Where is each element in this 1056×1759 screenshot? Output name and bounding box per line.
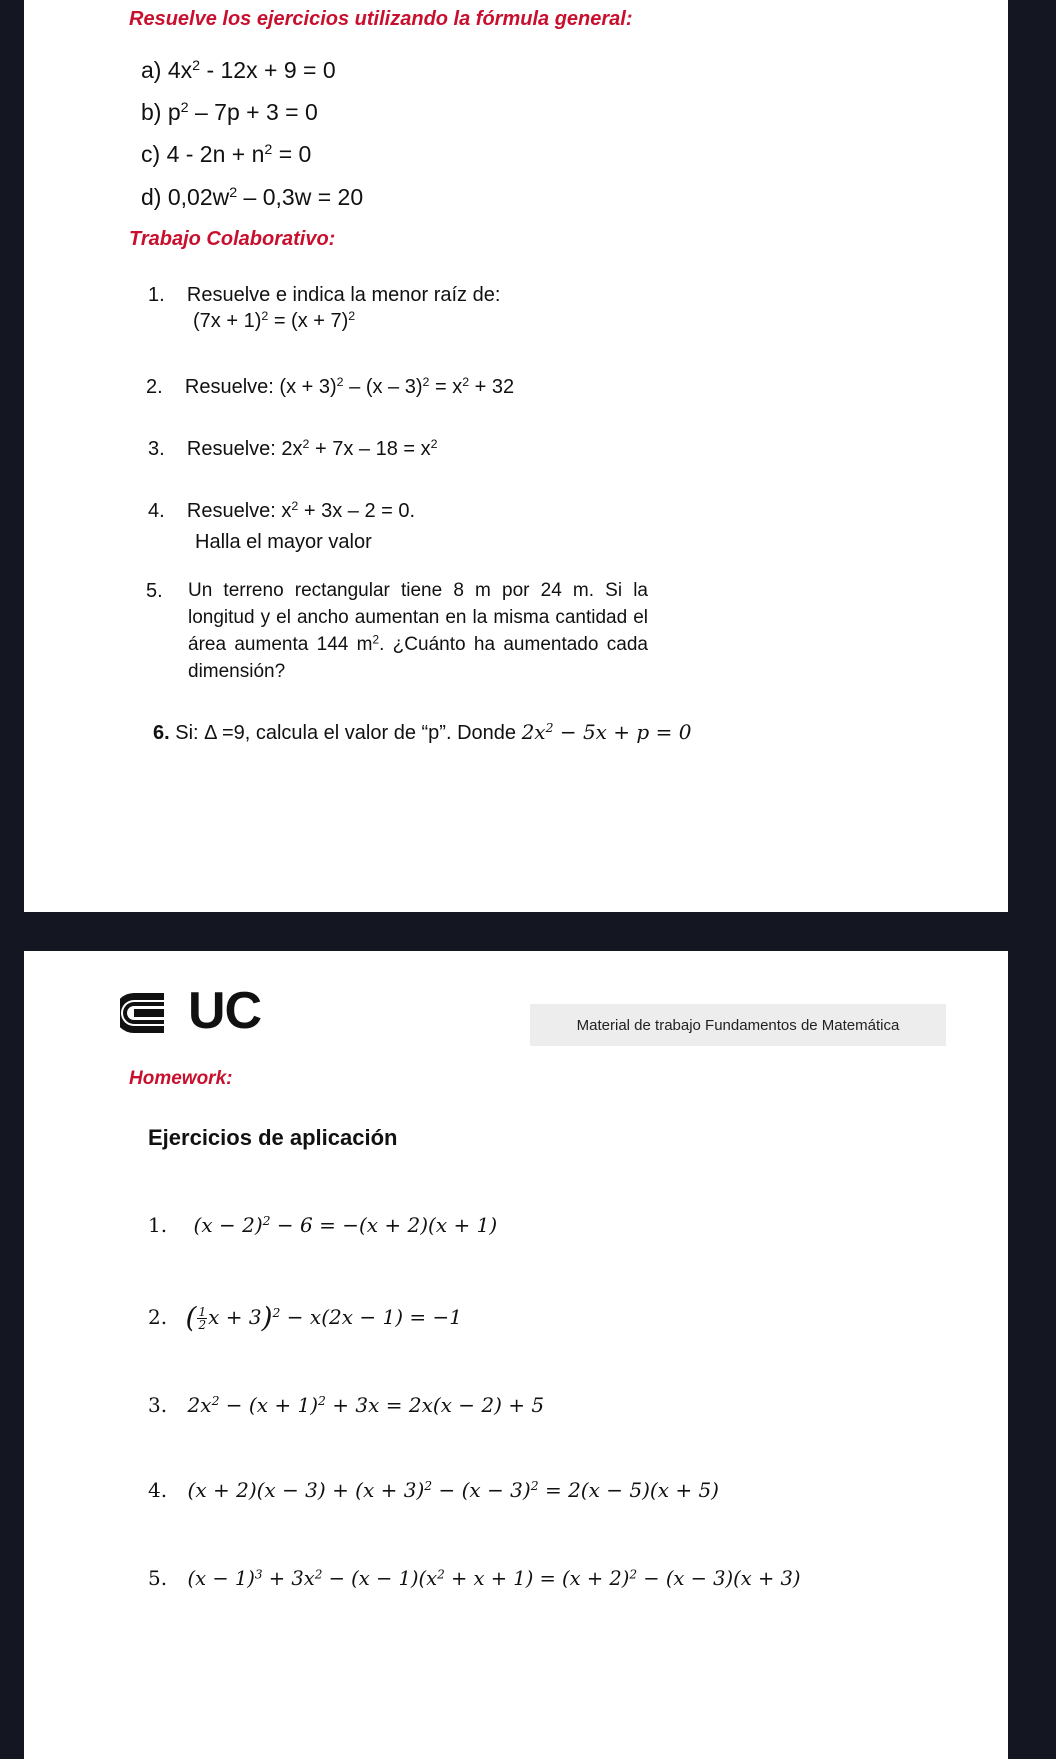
collab-problem-5: Un terreno rectangular tiene 8 m por 24 m. Si la longitud y el ancho aumentan en la misma cantidad el área aumenta 144 $m^2$. ¿Cuánto ha aumentado cada dimensión? [188,580,648,682]
collab-problem-4: 4. Resuelve: $x^2 + 3x - 2 = 0$. [148,499,416,522]
worksheet-page-1 [24,0,1008,912]
homework-item-5: 5. $(x - 1)^3 + 3x^2 - (x - 1)(x^2 + x + 1) = (x + 2)^2 - (x - 3)(x + 3)$ [148,1566,801,1590]
exercise-c: c) $4 - 2n + n^2 = 0$ [141,141,312,167]
homework-item-1: 1. $(x - 2)^2 - 6 = -(x + 2)(x + 1)$ [148,1213,498,1237]
homework-title: Homework: [129,1068,233,1089]
exercise-b: b) $p^2 - 7p + 3 = 0$ [141,99,318,125]
homework-item-4: 4. $(x + 2)(x - 3) + (x + 3)^2 - (x - 3)^2 = 2(x - 5)(x + 5)$ [148,1478,719,1502]
exercise-a: a) $4x^2 - 12x + 9 = 0$ [141,57,336,83]
collab-section-title: Trabajo Colaborativo: [129,228,336,250]
collab-problem-3: 3. Resuelve: $2x^2 + 7x - 18 = x^2$ [148,437,438,460]
collab-problem-1: 1. Resuelve e indica la menor raíz de: [148,284,501,306]
collab-problem-2: 2. Resuelve: $(x + 3)^2 - (x - 3)^2 = x^2 + 32$ [146,375,515,398]
section-heading: Ejercicios de aplicación [148,1125,398,1150]
document-header: Material de trabajo Fundamentos de Matemática [530,1004,946,1046]
collab-problem-5-num: 5. [146,580,163,602]
collab-problem-4-note: Halla el mayor valor [195,531,372,553]
collab-problem-1-equation: $(7x + 1)^2 = (x + 7)^2$ [193,309,356,332]
formula-section-title: Resuelve los ejercicios utilizando la fórmula general: [129,8,633,30]
uc-logo-icon [120,991,166,1035]
worksheet-page-2 [24,951,1008,1759]
exercise-d: d) $0,02w^2 - 0,3w = 20$ [141,184,364,210]
fraction: $\frac{1}{2}$ [198,1305,207,1332]
uc-logo-text: UC [188,982,262,1040]
homework-item-3: 3. $2x^2 - (x + 1)^2 + 3x = 2x(x - 2) + 5$ [148,1393,545,1417]
homework-item-2: 2. ( $\frac{1}{2}$ x + 3)$^2$ − x(2x − 1) = −1 [148,1301,462,1334]
collab-problem-6: 6. Si: Δ =9, calcula el valor de “p”. Donde $2x^2 - 5x + p = 0$ [153,720,692,744]
